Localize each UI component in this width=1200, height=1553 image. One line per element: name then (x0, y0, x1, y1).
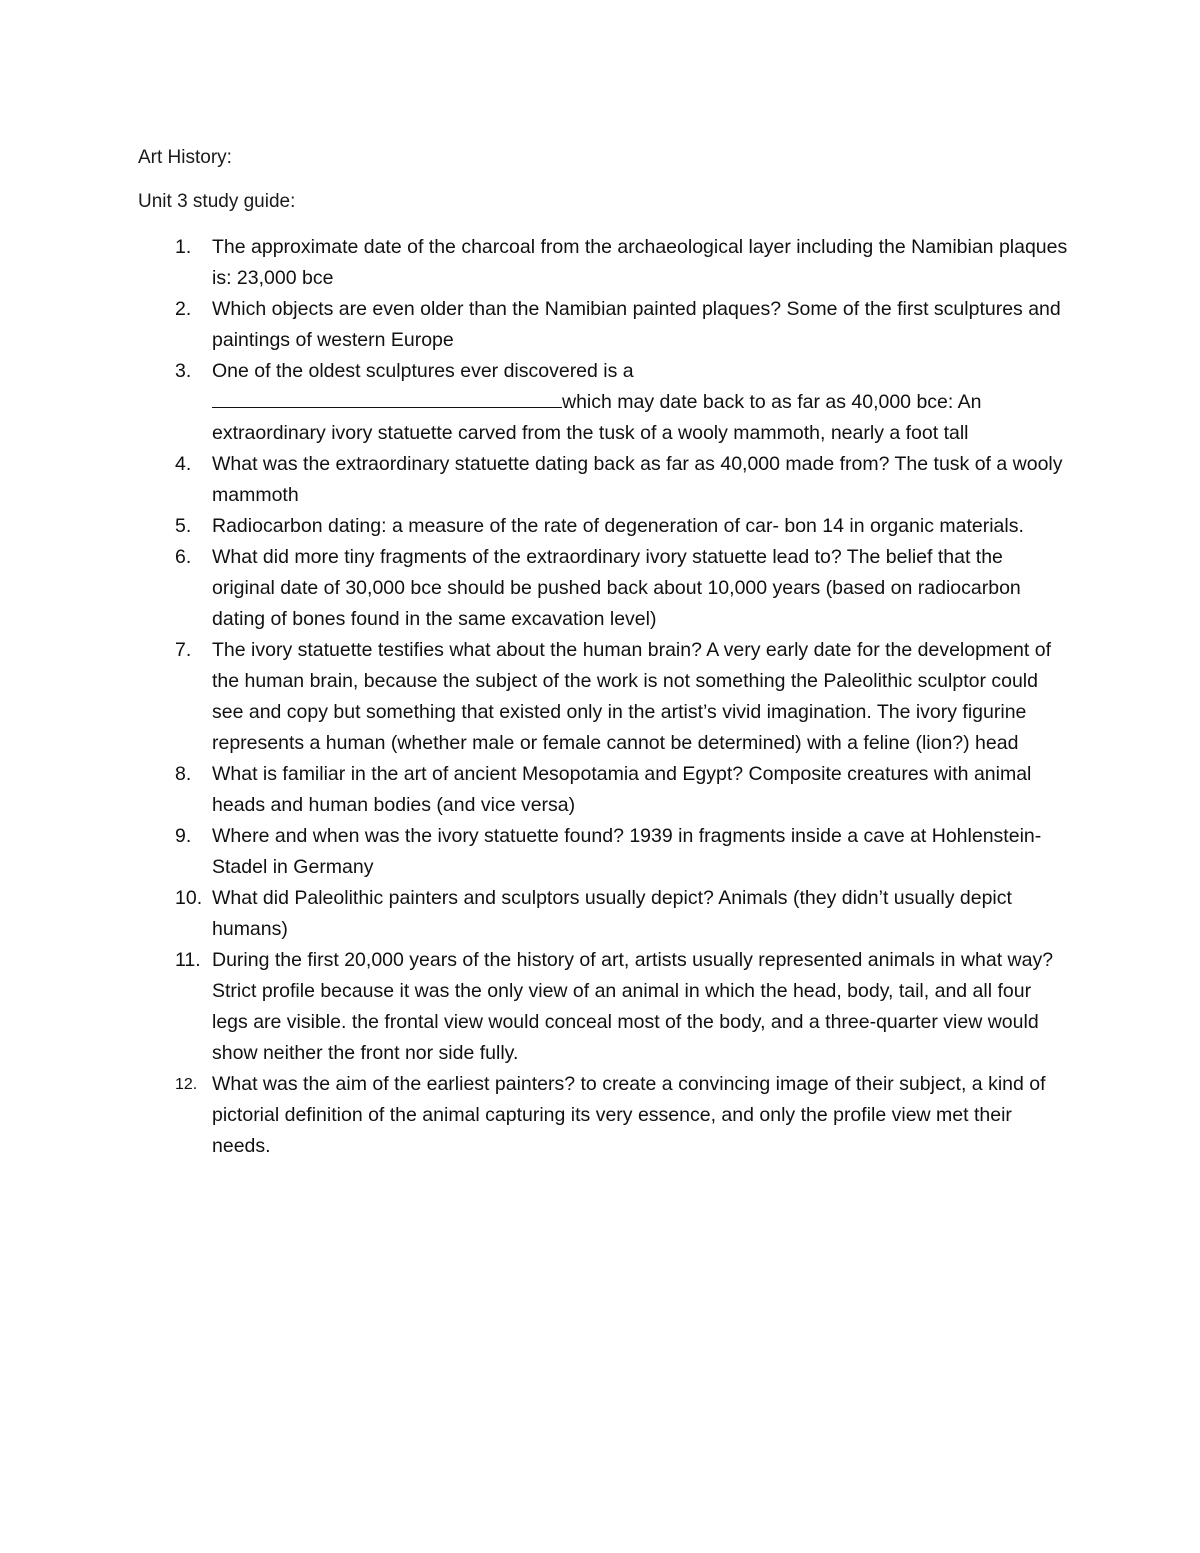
question-item (138, 821, 1068, 883)
question-list (138, 232, 1068, 1162)
question-text: Radiocarbon dating: a measure of the rate of degeneration of car- bon 14 in organic materials. (212, 515, 1024, 537)
question-item (138, 883, 1068, 945)
question-text: Where and when was the ivory statuette found? 1939 in fragments inside a cave at Hohlenstein-Stadel in Germany (212, 825, 1042, 878)
question-text: What did Paleolithic painters and sculptors usually depict? Animals (they didn’t usually depict humans) (212, 887, 1012, 940)
question-text: What was the extraordinary statuette dating back as far as 40,000 made from? The tusk of a wooly mammoth (212, 453, 1063, 506)
question-text: What was the aim of the earliest painters? to create a convincing image of their subject, a kind of pictorial definition of the animal capturing its very essence, and only the profile view met their needs. (212, 1073, 1046, 1157)
question-number: 2. (175, 298, 192, 320)
question-number: 4. (175, 453, 192, 475)
question-item (138, 511, 1068, 542)
question-text: The ivory statuette testifies what about the human brain? A very early date for the development of the human brain, because the subject of the work is not something the Paleolithic sculptor could see and copy but something that existed only in the artist’s vivid imagination. The ivory figurine represents a human (whether male or female cannot be determined) with a feline (lion?) head (212, 639, 1051, 754)
document-subtitle: Unit 3 study guide: (138, 191, 296, 212)
question-text: During the first 20,000 years of the history of art, artists usually represented animals in what way? Strict profile because it was the only view of an animal in which the head, body, tail, and all four legs are visible. the frontal view would conceal most of the body, and a three-quarter view would show neither the front nor side fully. (212, 949, 1054, 1064)
question-item (138, 356, 1068, 449)
question-item (138, 294, 1068, 356)
question-item (138, 449, 1068, 511)
question-number: 12. (175, 1076, 198, 1093)
question-item (138, 232, 1068, 294)
question-number: 1. (175, 236, 192, 258)
document-title: Art History: (138, 147, 232, 168)
fill-in-blank-line (212, 387, 562, 408)
question-number: 3. (175, 360, 192, 382)
question-item (138, 945, 1068, 1069)
question-number: 7. (175, 639, 192, 661)
question-number: 11. (175, 949, 201, 971)
question-number: 5. (175, 515, 192, 537)
question-text: What is familiar in the art of ancient Mesopotamia and Egypt? Composite creatures with animal heads and human bodies (and vice versa) (212, 763, 1032, 816)
question-number: 9. (175, 825, 192, 847)
question-text-after-blank: which may date back to as far as 40,000 bce: An extraordinary ivory statuette carved from the tusk of a wooly mammoth, nearly a foot tall (212, 391, 982, 444)
question-number: 10. (175, 887, 203, 909)
question-item (138, 1069, 1068, 1162)
question-number: 6. (175, 546, 192, 568)
question-number: 8. (175, 763, 192, 785)
question-text: What did more tiny fragments of the extraordinary ivory statuette lead to? The belief that the original date of 30,000 bce should be pushed back about 10,000 years (based on radiocarbon dating of bones found in the same excavation level) (212, 546, 1021, 630)
question-text-before-blank: One of the oldest sculptures ever discovered is a (212, 360, 634, 382)
question-item (138, 759, 1068, 821)
question-text: The approximate date of the charcoal from the archaeological layer including the Namibian plaques is: 23,000 bce (212, 236, 1068, 289)
question-text: Which objects are even older than the Namibian painted plaques? Some of the first sculptures and paintings of western Europe (212, 298, 1061, 351)
question-item (138, 635, 1068, 759)
question-item (138, 542, 1068, 635)
